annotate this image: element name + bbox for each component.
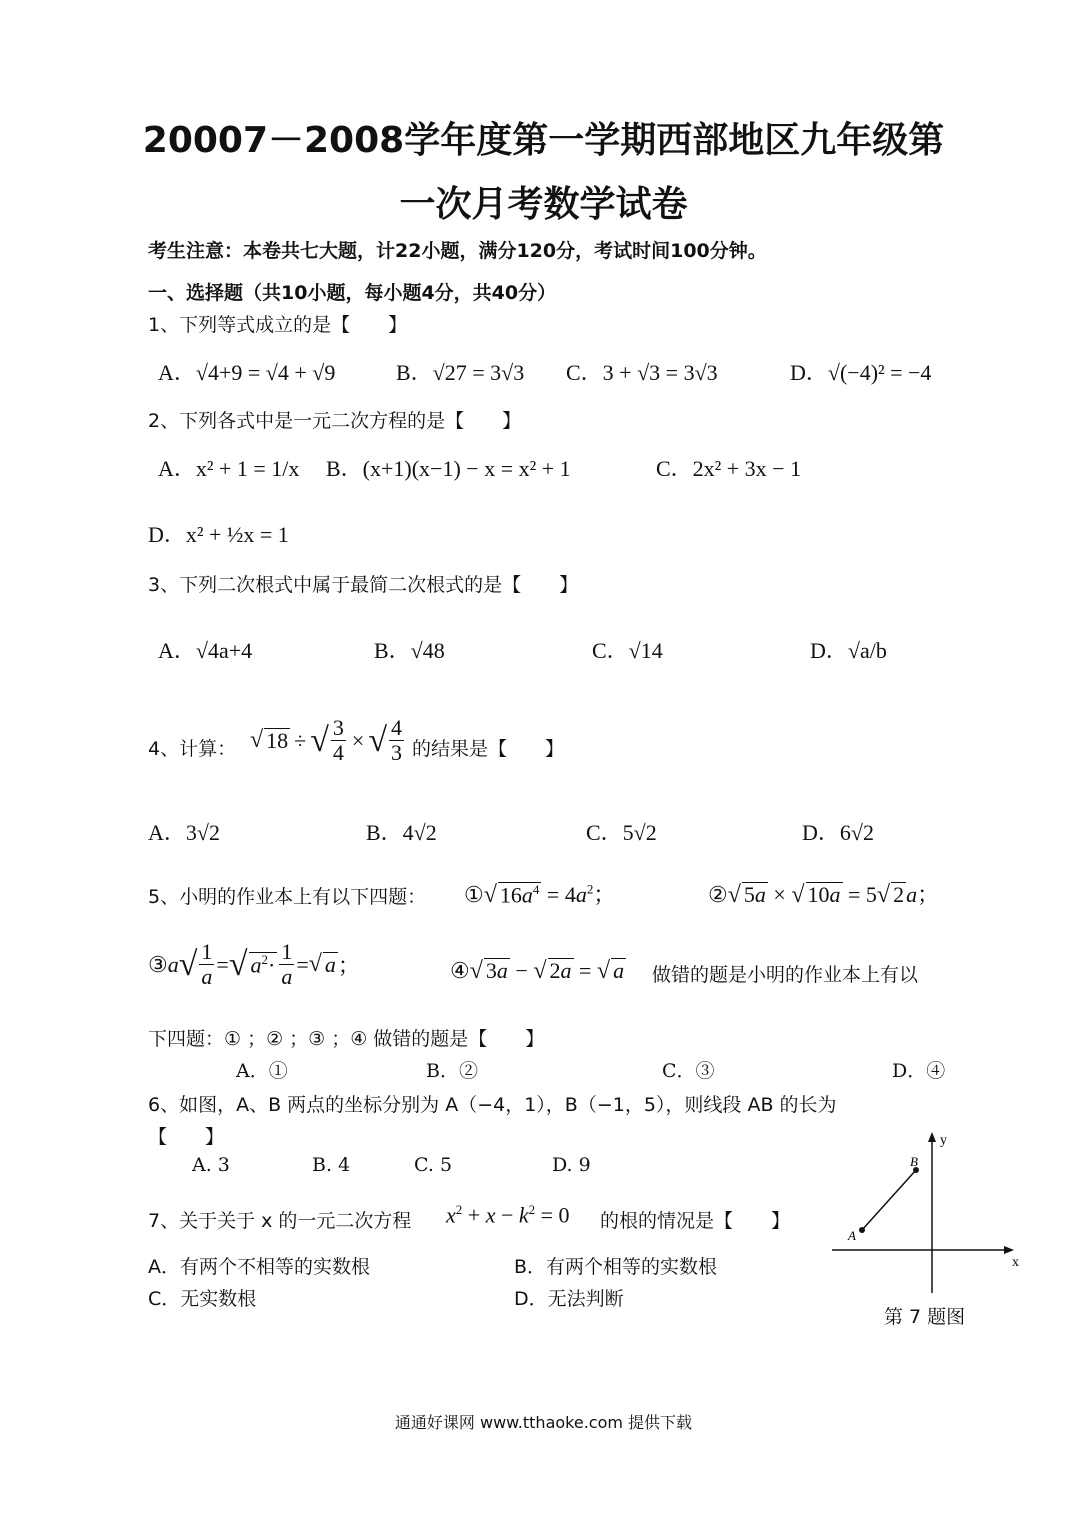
question-5-item-4: ④√ 3a − √ 2a = √ a bbox=[450, 958, 625, 984]
question-2-option-a: A．x² + 1 = 1/x bbox=[158, 456, 300, 481]
question-6-option-d: D. 9 bbox=[552, 1154, 591, 1176]
question-5-option-a: A．① bbox=[236, 1060, 288, 1082]
question-4-option-a: A．3√2 bbox=[148, 820, 220, 845]
question-1-option-a: A．√4+9 = √4 + √9 bbox=[158, 360, 336, 385]
question-2-option-b: B．(x+1)(x−1) − x = x² + 1 bbox=[326, 456, 571, 481]
question-4-option-c: C．5√2 bbox=[586, 820, 657, 845]
exam-notice: 考生注意：本卷共七大题，计22小题，满分120分，考试时间100分钟。 bbox=[148, 240, 767, 262]
question-5-option-c: C．③ bbox=[662, 1060, 715, 1082]
question-1-stem: 1、下列等式成立的是【 】 bbox=[148, 314, 408, 336]
question-7-equation: $x^2 + x - k^2 = 0$ bbox=[446, 1202, 570, 1228]
question-4-option-b: B．4√2 bbox=[366, 820, 437, 845]
question-5-item-1: ①√ $16a^4 = 4a^2$； bbox=[464, 881, 616, 908]
section-heading: 一、选择题（共10小题，每小题4分，共40分） bbox=[148, 282, 557, 304]
question-6-option-c: C. 5 bbox=[414, 1154, 453, 1176]
question-5-option-b: B．② bbox=[426, 1060, 478, 1082]
question-4-option-d: D．6√2 bbox=[802, 820, 874, 845]
page-title-line2: 一次月考数学试卷 bbox=[399, 184, 688, 225]
question-7-option-c: C．无实数根 bbox=[148, 1288, 257, 1310]
y-axis-arrow bbox=[928, 1132, 936, 1142]
question-6-option-b: B. 4 bbox=[312, 1154, 351, 1176]
page-footer: 通通好课网 www.tthaoke.com 提供下载 bbox=[394, 1413, 693, 1432]
figure-caption: 第 7 题图 bbox=[884, 1306, 966, 1328]
question-5-option-d: D．④ bbox=[892, 1060, 946, 1082]
question-1-option-b: B．√27 = 3√3 bbox=[396, 360, 525, 385]
question-3-option-b: B．√48 bbox=[374, 638, 445, 663]
question-6-option-a: A. 3 bbox=[192, 1154, 230, 1176]
point-b-label: B bbox=[910, 1154, 918, 1169]
point-a-label: A bbox=[848, 1228, 856, 1243]
question-5-item-3: ③ a √ $\frac{1}{a}$ = √ $a^2\cdot$ $\frac{1}{a}$ = √ a ； bbox=[148, 939, 360, 990]
question-6-stem: 6、如图，A、B 两点的坐标分别为 A（−4，1），B（−1，5），则线段 AB 的长为 bbox=[148, 1094, 837, 1116]
segment-ab bbox=[862, 1170, 916, 1230]
question-3-option-c: C．√14 bbox=[592, 638, 663, 663]
question-5-item-2: ②√ 5a × √ 10a = 5√ 2a； bbox=[708, 882, 940, 908]
question-3-stem: 3、下列二次根式中属于最简二次根式的是【 】 bbox=[148, 574, 579, 596]
question-5-line3: 下四题：① ；② ；③ ；④ 做错的题是【 】 bbox=[148, 1028, 545, 1050]
question-2-stem: 2、下列各式中是一元二次方程的是【 】 bbox=[148, 410, 522, 432]
question-7-option-d: D．无法判断 bbox=[514, 1288, 624, 1310]
question-3-option-a: A．√4a+4 bbox=[158, 638, 253, 663]
question-4-stem-suffix: 的结果是【 】 bbox=[412, 738, 565, 760]
question-6-bracket: 【 】 bbox=[148, 1126, 225, 1148]
page-title-line1: 20007－2008学年度第一学期西部地区九年级第 bbox=[142, 120, 945, 161]
question-7-stem-suffix: 的根的情况是【 】 bbox=[600, 1210, 791, 1232]
point-a bbox=[859, 1227, 865, 1233]
question-5-stem: 5、小明的作业本上有以下四题： bbox=[148, 886, 427, 908]
question-1-option-d: D．√(−4)² = −4 bbox=[790, 360, 932, 385]
x-axis-label: x bbox=[1012, 1255, 1019, 1270]
question-2-option-c: C．2x² + 3x − 1 bbox=[656, 456, 802, 481]
y-axis-label: y bbox=[940, 1133, 947, 1148]
question-4-expression: √ 18 ÷ √ $\frac{3}{4}$ × √ $\frac{4}{3}$ bbox=[250, 715, 403, 766]
question-5-tail: 做错的题是小明的作业本上有以 bbox=[652, 964, 919, 986]
question-2-option-d: D．x² + ½x = 1 bbox=[148, 522, 289, 547]
coordinate-figure bbox=[830, 1128, 1030, 1298]
question-7-stem-prefix: 7、关于关于 x 的一元二次方程 bbox=[148, 1210, 412, 1232]
x-axis-arrow bbox=[1004, 1246, 1014, 1254]
question-1-option-c: C．3 + √3 = 3√3 bbox=[566, 360, 718, 385]
question-7-option-a: A．有两个不相等的实数根 bbox=[148, 1256, 370, 1278]
question-7-option-b: B．有两个相等的实数根 bbox=[514, 1256, 718, 1278]
question-4-stem-prefix: 4、计算： bbox=[148, 738, 237, 760]
question-3-option-d: D．√a/b bbox=[810, 638, 887, 663]
